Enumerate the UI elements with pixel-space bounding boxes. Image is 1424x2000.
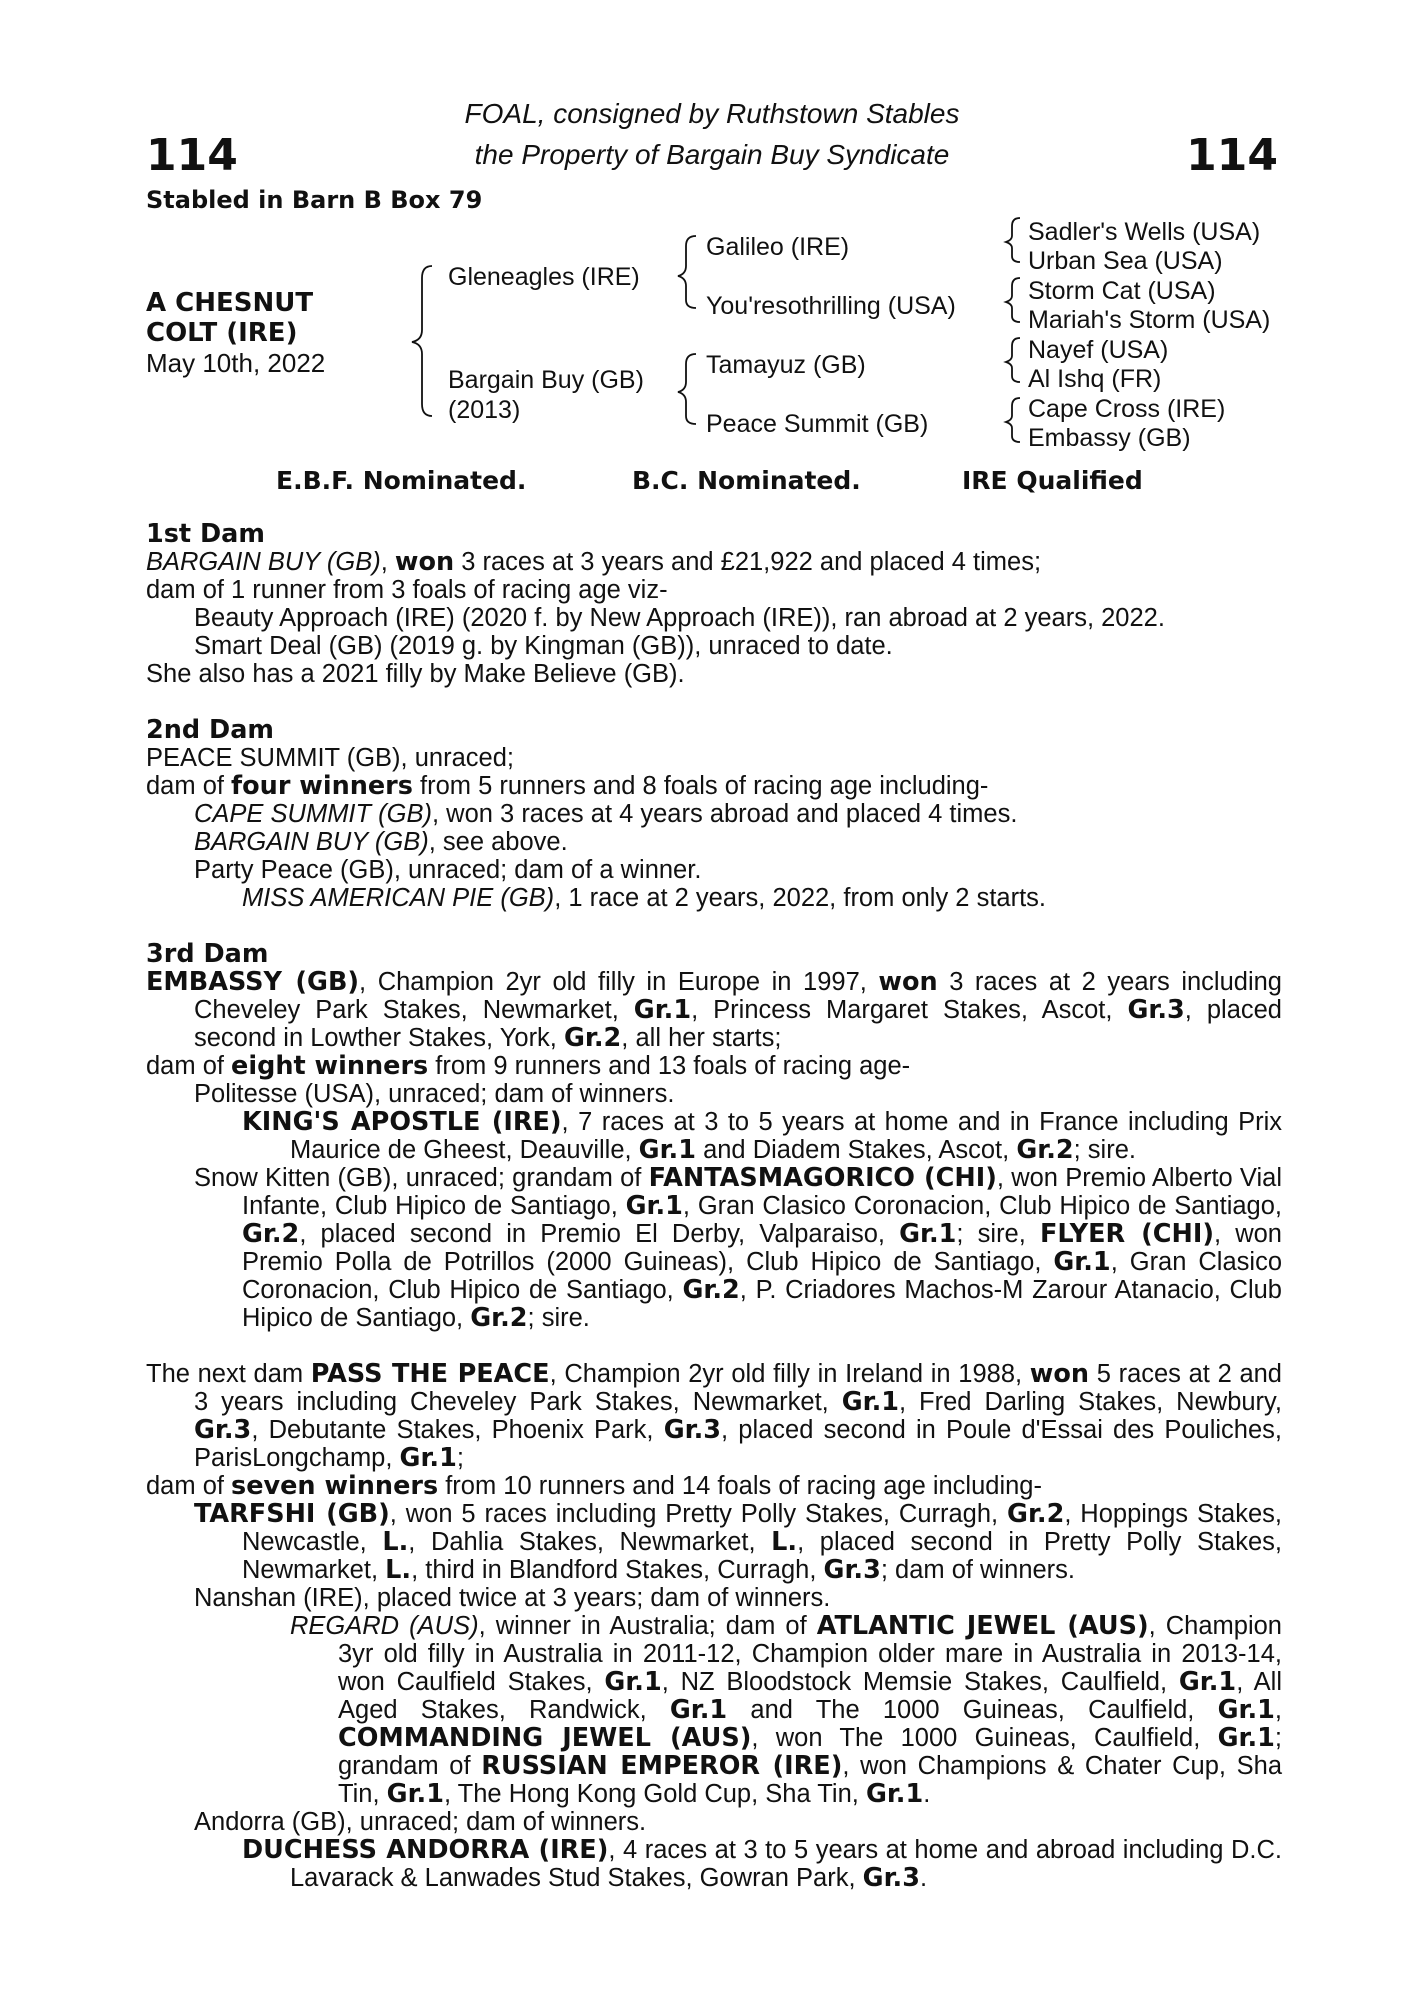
produce-entry: Snow Kitten (GB), unraced; grandam of FANTASMAGORICO (CHI), won Premio Alberto Vial Infante, Club Hipico de Santiago, Gr.1, Gran Clasico Coronacion, Club Hipico de Santiago, Gr.2, placed second in Premio El Derby, Valparaiso, Gr.1; sire, FLYER (CHI), won Premio Polla de Potrillos (2000 Guineas), Club Hipico de Santiago, Gr.1, Gran Clasico Coronacion, Club Hipico de Santiago, Gr.2, P. Criadores Machos-M Zarour Atanacio, Club Hipico de Santiago, Gr.2; sire. [194,1163,1282,1333]
produce-entry: DUCHESS ANDORRA (IRE), 4 races at 3 to 5 years at home and abroad including D.C. Lavarack & Lanwades Stud Stakes, Gowran Park, Gr.3. [242,1835,1282,1893]
produce-entry: Smart Deal (GB) (2019 g. by Kingman (GB)), unraced to date. [194,632,893,660]
consignor-line-1: FOAL, consigned by Ruthstown Stables [464,98,960,129]
second-dam-produce-summary: dam of four winners from 5 runners and 8 foals of racing age including- [146,771,989,801]
lot-number-right: 114 [1186,130,1278,181]
next-dam-record: The next dam PASS THE PEACE, Champion 2yr old filly in Ireland in 1988, won 5 races at 2 and 3 years including Cheveley Park Stakes, Newmarket, Gr.1, Fred Darling Stakes, Newbury, Gr.3, Debutante Stakes, Phoenix Park, Gr.3, placed second in Poule d'Essai des Pouliches, ParisLongchamp, Gr.1; [146,1359,1282,1473]
consignor-line-2: the Property of Bargain Buy Syndicate [474,139,950,170]
produce-entry: Party Peace (GB), unraced; dam of a winner. [194,856,702,884]
bracket-dam [678,354,696,424]
next-dam-produce-summary: dam of seven winners from 10 runners and 14 foals of racing age including- [146,1471,1042,1501]
pedigree-sire-dam: You'resothrilling (USA) [706,292,956,320]
pedigree-g1: Sadler's Wells (USA) [1028,218,1261,246]
third-dam-record: EMBASSY (GB), Champion 2yr old filly in Europe in 1997, won 3 races at 2 years including Cheveley Park Stakes, Newmarket, Gr.1, Princess Margaret Stakes, Ascot, Gr.3, placed second in Lowther Stakes, York, Gr.2, all her starts; [146,967,1282,1053]
produce-entry: Nanshan (IRE), placed twice at 3 years; dam of winners. [194,1584,831,1612]
bracket-g2 [1006,278,1020,322]
horse-description-line-1: A CHESNUT [146,288,314,318]
first-dam-note: She also has a 2021 filly by Make Believe (GB). [146,660,685,688]
first-dam-heading: 1st Dam [146,519,265,549]
lot-number-left: 114 [146,130,238,181]
pedigree-g5: Nayef (USA) [1028,336,1169,364]
nomination-bc: B.C. Nominated. [632,466,861,495]
pedigree-sire-sire: Galileo (IRE) [706,233,850,261]
third-dam-heading: 3rd Dam [146,939,269,969]
catalogue-body [146,520,1282,1892]
pedigree-g3: Storm Cat (USA) [1028,277,1216,305]
pedigree-sire: Gleneagles (IRE) [448,263,640,291]
first-dam-produce-summary: dam of 1 runner from 3 foals of racing age viz- [146,576,668,604]
produce-entry: REGARD (AUS), winner in Australia; dam of ATLANTIC JEWEL (AUS), Champion 3yr old filly in Australia in 2011-12, Champion older mare in Australia in 2013-14, won Caulfield Stakes, Gr.1, NZ Bloodstock Memsie Stakes, Caulfield, Gr.1, All Aged Stakes, Randwick, Gr.1 and The 1000 Guineas, Caulfield, Gr.1, COMMANDING JEWEL (AUS), won The 1000 Guineas, Caulfield, Gr.1; grandam of RUSSIAN EMPEROR (IRE), won Champions & Chater Cup, Sha Tin, Gr.1, The Hong Kong Gold Cup, Sha Tin, Gr.1. [290,1611,1283,1809]
pedigree-g8: Embassy (GB) [1028,424,1191,452]
second-dam-heading: 2nd Dam [146,715,274,745]
pedigree-dam-year: (2013) [448,396,521,424]
pedigree-g4: Mariah's Storm (USA) [1028,306,1271,334]
first-dam-record: BARGAIN BUY (GB), won 3 races at 3 years and £21,922 and placed 4 times; [146,547,1042,577]
bracket-g1 [1006,218,1020,262]
horse-description-line-2: COLT (IRE) [146,318,298,348]
barn-location: Stabled in Barn B Box 79 [146,186,483,214]
produce-entry: KING'S APOSTLE (IRE), 7 races at 3 to 5 years at home and in France including Prix Maurice de Gheest, Deauville, Gr.1 and Diadem Stakes, Ascot, Gr.2; sire. [242,1107,1282,1165]
nomination-ebf: E.B.F. Nominated. [276,466,527,495]
pedigree-g6: Al Ishq (FR) [1028,365,1162,393]
bracket-main [412,266,432,416]
foaling-date: May 10th, 2022 [146,348,326,378]
pedigree-dam-dam: Peace Summit (GB) [706,410,929,438]
produce-entry: Andorra (GB), unraced; dam of winners. [194,1808,647,1836]
nomination-ire: IRE Qualified [962,466,1143,495]
pedigree-dam-sire: Tamayuz (GB) [706,351,866,379]
produce-entry: CAPE SUMMIT (GB), won 3 races at 4 years abroad and placed 4 times. [194,800,1018,828]
third-dam-produce-summary: dam of eight winners from 9 runners and 13 foals of racing age- [146,1051,911,1081]
produce-entry: Beauty Approach (IRE) (2020 f. by New Approach (IRE)), ran abroad at 2 years, 2022. [194,604,1165,632]
produce-entry: MISS AMERICAN PIE (GB), 1 race at 2 years, 2022, from only 2 starts. [242,884,1046,912]
pedigree-g2: Urban Sea (USA) [1028,247,1223,275]
bracket-sire [678,236,696,308]
bracket-g3 [1006,338,1020,382]
pedigree-dam: Bargain Buy (GB) [448,366,644,394]
produce-entry: Politesse (USA), unraced; dam of winners. [194,1080,675,1108]
second-dam-record: PEACE SUMMIT (GB), unraced; [146,744,514,772]
pedigree-g7: Cape Cross (IRE) [1028,395,1226,423]
produce-entry: TARFSHI (GB), won 5 races including Pretty Polly Stakes, Curragh, Gr.2, Hoppings Stakes, Newcastle, L., Dahlia Stakes, Newmarket, L., placed second in Pretty Polly Stakes, Newmarket, L., third in Blandford Stakes, Curragh, Gr.3; dam of winners. [194,1499,1282,1585]
produce-entry: BARGAIN BUY (GB), see above. [194,828,568,856]
dam-name: BARGAIN BUY (GB) [146,548,381,576]
bracket-g4 [1006,398,1020,442]
